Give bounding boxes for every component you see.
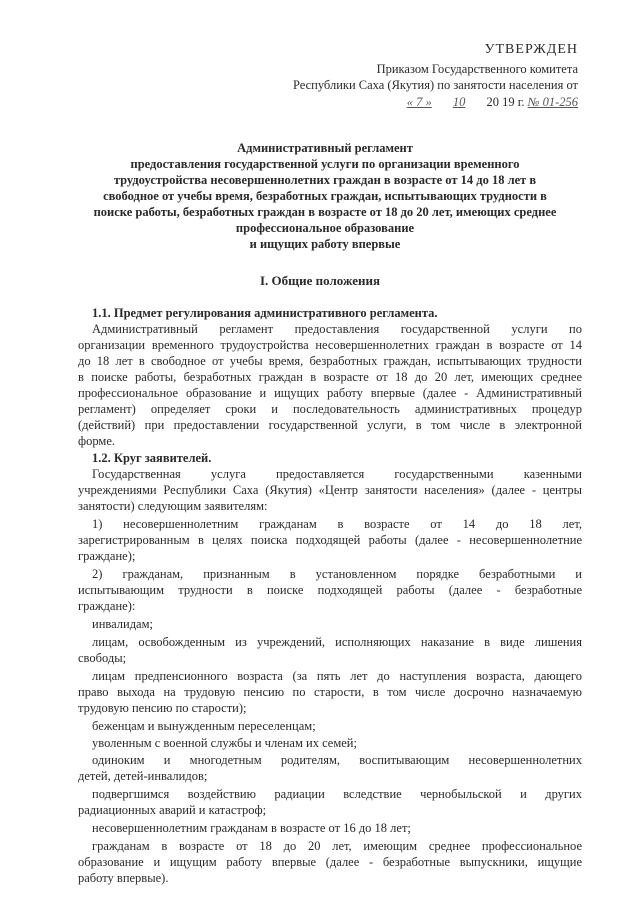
text-line: форме. — [78, 434, 115, 448]
text-line: детей, детей-инвалидов; — [78, 769, 208, 783]
text-line: уволенным с военной службы и членам их семей; — [92, 736, 357, 750]
text-line: право выхода на трудовую пенсию по старости, в том числе досрочно назначаемую — [78, 685, 582, 699]
text-line: лицам предпенсионного возраста (за пять лет до наступления возраста, дающего — [92, 669, 582, 683]
text-line: несовершеннолетним гражданам в возрасте от 16 до 18 лет; — [92, 821, 411, 835]
text-line: 2) гражданам, признанным в установленном порядке безработными и — [92, 567, 582, 581]
doc-title-line: предоставления государственной услуги по организации временного — [130, 157, 520, 171]
text-line: граждане); — [78, 549, 136, 563]
text-line: до 18 лет в свободное от учебы время, безработных граждан, испытывающих трудности — [78, 354, 582, 368]
section-heading: I. Общие положения — [260, 273, 380, 288]
text-line: подвергшимся воздействию радиации вследствие чернобыльской и других — [92, 787, 582, 801]
doc-title-line: трудоустройства несовершеннолетних граждан в возрасте от 14 до 18 лет в — [113, 173, 537, 187]
text-line: занятости) следующим заявителям: — [78, 499, 268, 513]
doc-title-line: и ищущих работу впервые — [249, 237, 401, 251]
text-line: работу впервые). — [78, 871, 169, 885]
order-year: 20 19 г. — [486, 95, 525, 109]
text-line: учреждениями Республики Саха (Якутия) «Центр занятости населения» (далее - центры — [78, 483, 582, 497]
text-line: гражданам в возрасте от 18 до 20 лет, имеющим среднее профессиональное — [92, 839, 582, 853]
text-line: лицам, освобожденным из учреждений, исполняющих наказание в виде лишения — [92, 635, 582, 649]
text-line: одиноким и многодетным родителям, воспитывающим несовершеннолетних — [92, 753, 582, 767]
doc-title-line: Административный регламент — [237, 141, 413, 155]
text-line: организации временного трудоустройства несовершеннолетних граждан в возрасте от 14 — [78, 338, 582, 352]
order-date-line — [407, 95, 578, 110]
text-line: радиационных аварий и катастроф; — [78, 803, 267, 817]
clause-heading: 1.1. Предмет регулирования административного регламента. — [92, 306, 438, 320]
text-line: беженцам и вынужденным переселенцам; — [92, 719, 316, 733]
text-line: испытывающим трудности в поиске подходящей работы (далее - безработные — [78, 583, 582, 597]
doc-title-line: профессиональное образование — [235, 221, 415, 235]
order-line-1: Приказом Государственного комитета — [376, 62, 578, 76]
text-line: 1) несовершеннолетним гражданам в возрасте от 14 до 18 лет, — [92, 517, 582, 531]
doc-title-line: поиске работы, безработных граждан в возрасте от 18 до 20 лет, имеющих среднее — [93, 205, 557, 219]
order-number: № 01-256 — [527, 95, 578, 109]
order-line-2: Республики Саха (Якутия) по занятости населения от — [292, 78, 578, 92]
text-line: инвалидам; — [92, 617, 153, 631]
text-line: Административный регламент предоставления государственной услуги по — [92, 322, 582, 336]
text-line: образование и ищущим работу впервые (далее - безработные выпускники, ищущие — [78, 855, 582, 869]
text-line: Государственная услуга предоставляется государственными казенными — [92, 467, 582, 481]
order-day: « 7 » — [406, 95, 432, 109]
text-line: в поиске работы, безработных граждан в возрасте от 18 до 20 лет, имеющих среднее — [78, 370, 582, 384]
text-line: профессиональное образование и ищущих работу впервые (далее - Административный — [78, 386, 582, 400]
text-line: граждане): — [78, 599, 136, 613]
text-line: свободы; — [78, 651, 127, 665]
text-line: зарегистрированным в целях поиска подходящей работы (далее - несовершеннолетние — [78, 533, 582, 547]
doc-title-line: свободное от учебы время, безработных граждан, испытывающих трудности в — [103, 189, 547, 203]
text-line: (действий) при предоставлении государственной услуги, в том числе в электронной — [78, 418, 582, 432]
text-line: трудовую пенсию по старости); — [78, 701, 247, 715]
order-month: 10 — [452, 95, 466, 109]
text-line: регламент) определяет сроки и последовательность административных процедур — [78, 402, 582, 416]
approval-stamp-title: УТВЕРЖДЕН — [484, 42, 578, 57]
clause-heading: 1.2. Круг заявителей. — [92, 451, 212, 465]
